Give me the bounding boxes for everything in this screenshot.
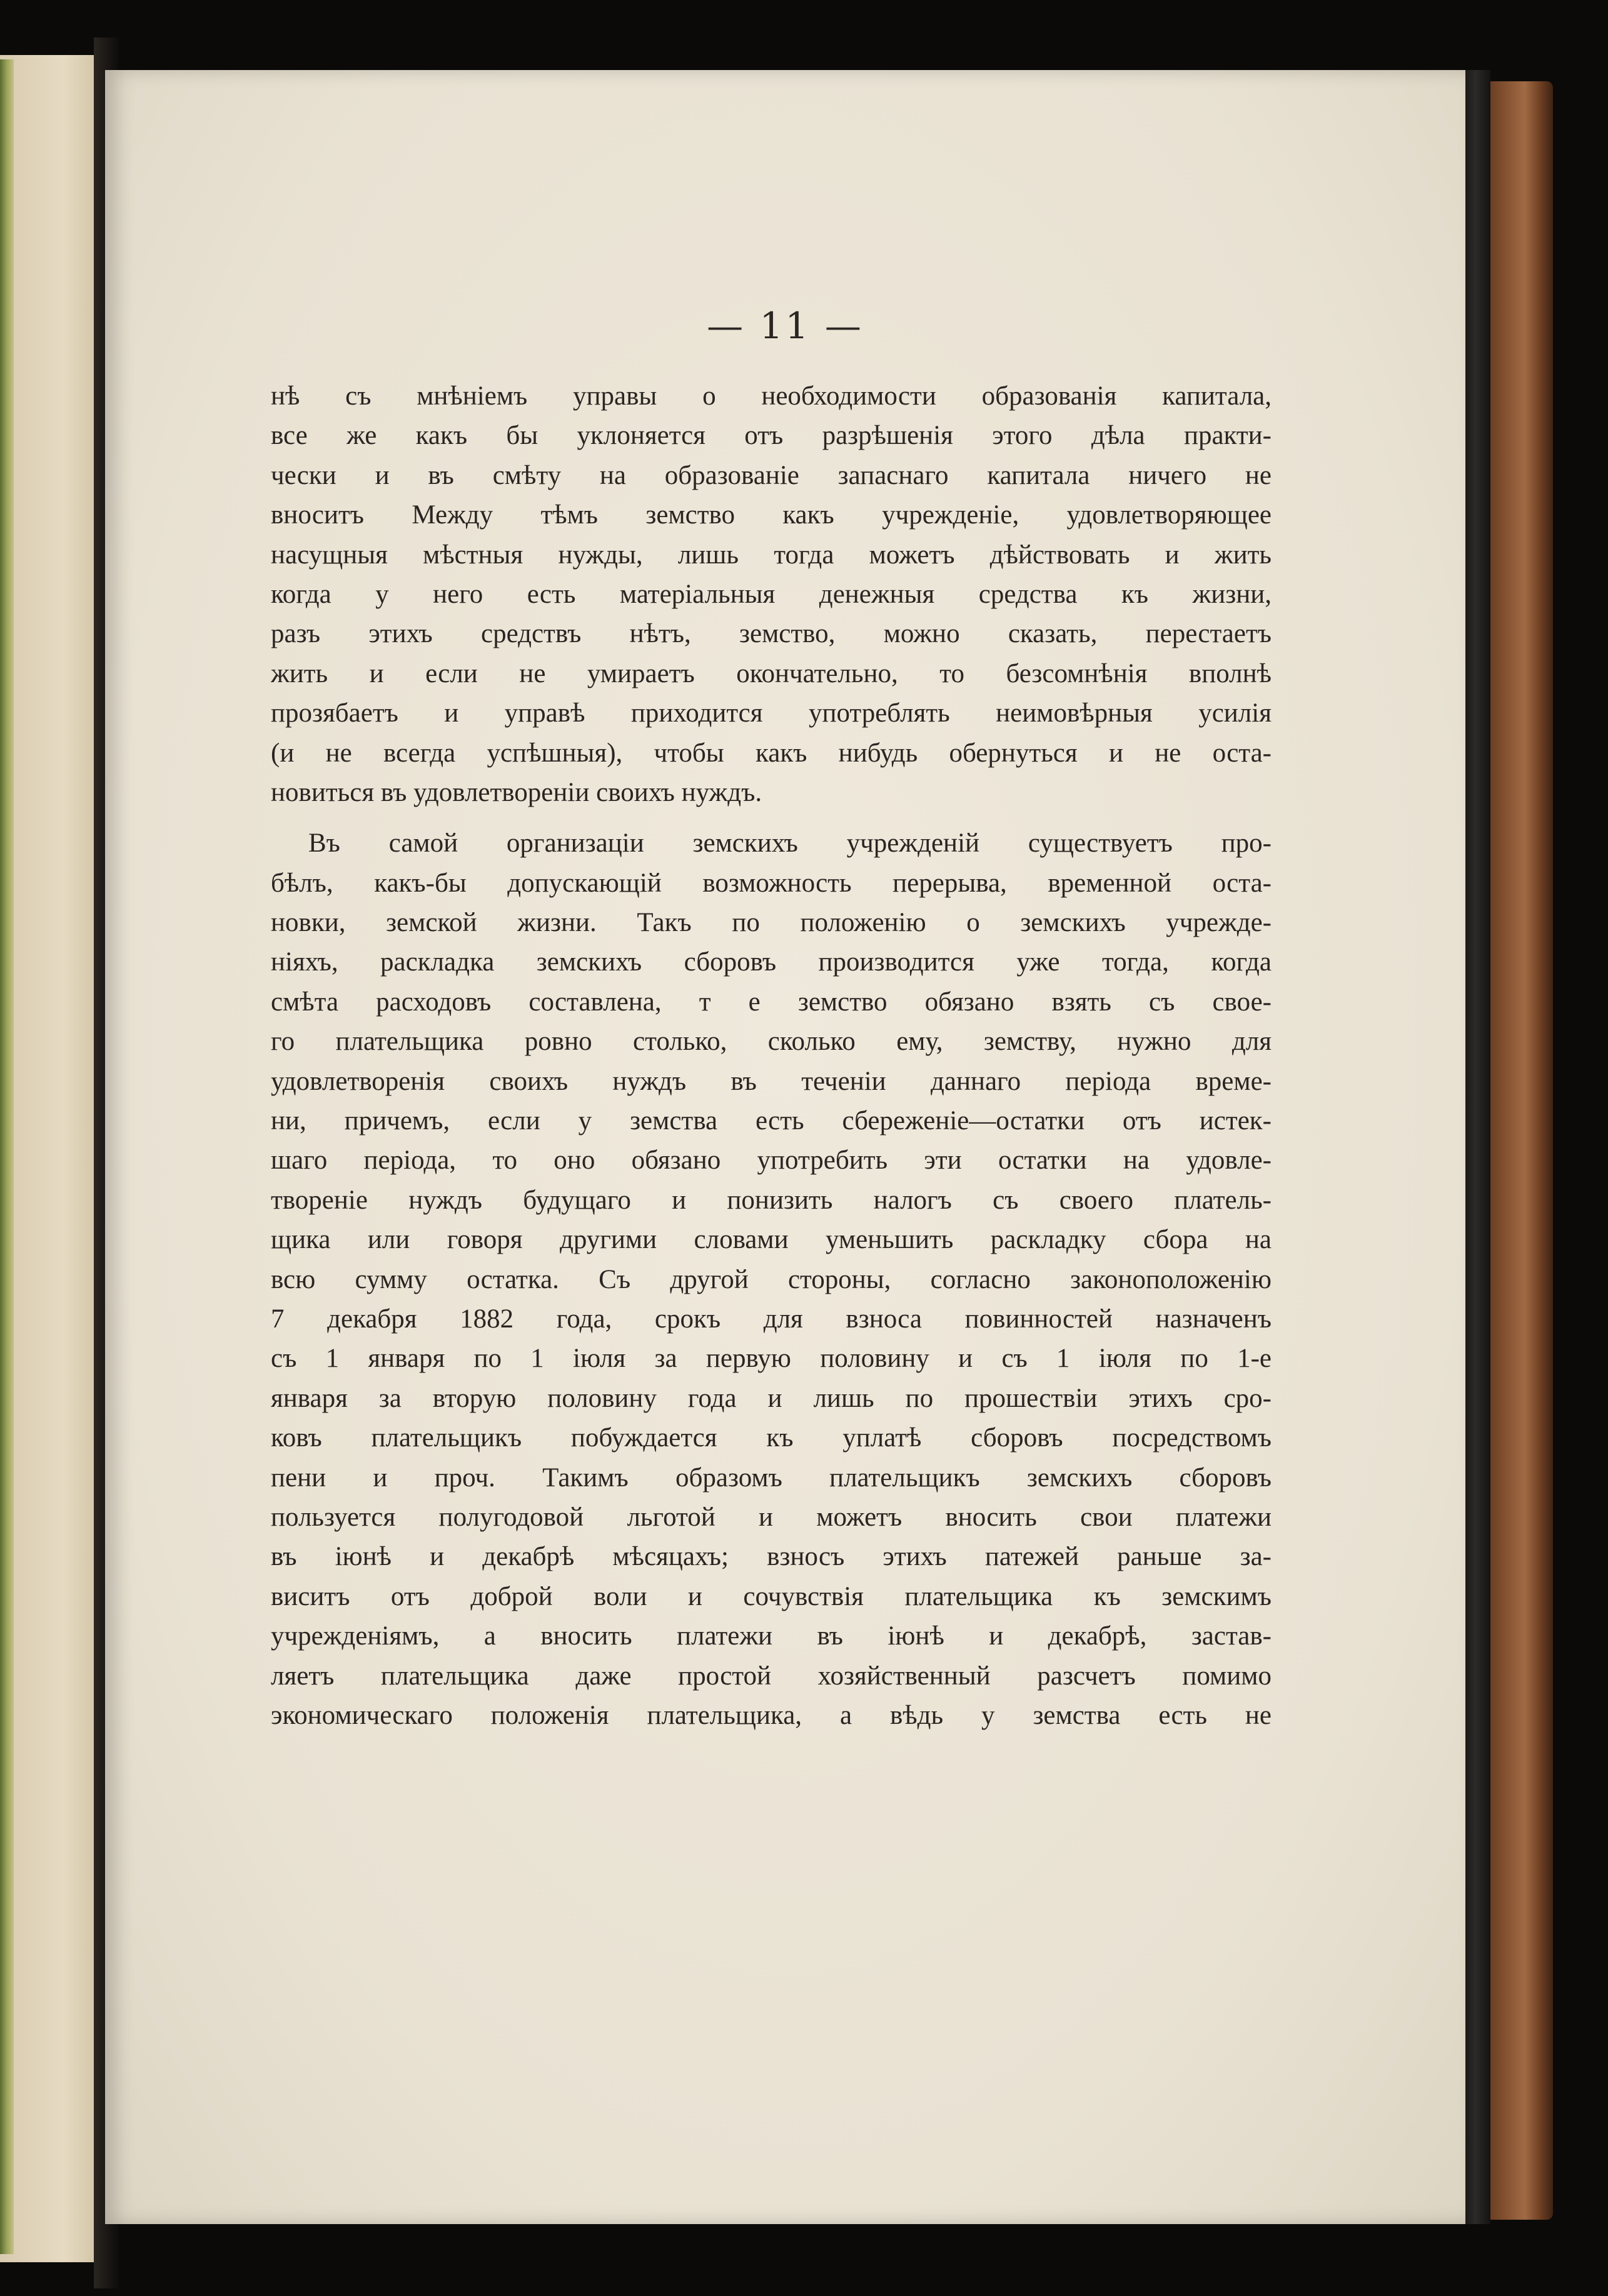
text-line: вноситъ Между тѣмъ земство какъ учрежденіе, удовлетворяющее — [271, 500, 1272, 530]
text-line: Въ самой организаціи земскихъ учрежденій существуетъ про- — [308, 828, 1272, 858]
text-line: когда у него есть матеріальныя денежныя средства къ жизни, — [271, 579, 1272, 609]
book-spine-edge — [0, 59, 14, 2254]
text-line: (и не всегда успѣшныя), чтобы какъ нибудь обернуться и не оста- — [271, 738, 1272, 768]
text-line: учрежденіямъ, а вносить платежи въ іюнѣ и декабрѣ, застав- — [271, 1621, 1272, 1651]
text-line: новки, земской жизни. Такъ по положенію о земскихъ учрежде- — [271, 908, 1272, 938]
text-line: разъ этихъ средствъ нѣтъ, земство, можно сказать, перестаетъ — [271, 619, 1272, 649]
text-line: въ іюнѣ и декабрѣ мѣсяцахъ; взносъ этихъ патежей раньше за- — [271, 1542, 1272, 1572]
text-line: все же какъ бы уклоняется отъ разрѣшенія этого дѣла практи- — [271, 421, 1272, 451]
text-line: съ 1 января по 1 іюля за первую половину и съ 1 іюля по 1-е — [271, 1344, 1272, 1374]
text-line: шаго періода, то оно обязано употребить эти остатки на удовле- — [271, 1145, 1272, 1176]
text-line: смѣта расходовъ составлена, т е земство обязано взять съ свое- — [271, 987, 1272, 1017]
text-line: го плательщика ровно столько, сколько ему, земству, нужно для — [271, 1027, 1272, 1057]
page-block-edge — [1465, 70, 1490, 2224]
paragraph-2 — [271, 823, 1272, 1735]
text-line: ніяхъ, раскладка земскихъ сборовъ производится уже тогда, когда — [271, 947, 1272, 977]
text-line: нѣ съ мнѣніемъ управы о необходимости образованія капитала, — [271, 381, 1272, 411]
text-line: ляетъ плательщика даже простой хозяйственный разсчетъ помимо — [271, 1661, 1272, 1691]
text-line: ковъ плательщикъ побуждается къ уплатѣ сборовъ посредствомъ — [271, 1423, 1272, 1453]
text-line: чески и въ смѣту на образованіе запаснаго капитала ничего не — [271, 460, 1272, 490]
text-line: насущныя мѣстныя нужды, лишь тогда можетъ дѣйствовать и жить — [271, 540, 1272, 570]
page-number: — 11 — — [707, 305, 864, 347]
text-line: новиться въ удовлетвореніи своихъ нуждъ. — [271, 777, 762, 807]
text-line: всю сумму остатка. Съ другой стороны, согласно законоположенію — [271, 1264, 1272, 1294]
text-line: виситъ отъ доброй воли и сочувствія плательщика къ земскимъ — [271, 1581, 1272, 1611]
text-line: ни, причемъ, если у земства есть сбереженіе—остатки отъ истек- — [271, 1106, 1272, 1136]
text-line: пользуется полугодовой льготой и можетъ вносить свои платежи — [271, 1502, 1272, 1532]
text-line: удовлетворенія своихъ нуждъ въ теченіи даннаго періода време- — [271, 1066, 1272, 1096]
text-line: твореніе нуждъ будущаго и понизить налогъ съ своего платель- — [271, 1185, 1272, 1215]
text-line: щика или говоря другими словами уменьшить раскладку сбора на — [271, 1225, 1272, 1255]
previous-page-edge — [0, 55, 106, 2262]
text-line: прозябаетъ и управѣ приходится употреблять неимовѣрныя усилія — [271, 698, 1272, 728]
text-line: января за вторую половину года и лишь по прошествіи этихъ сро- — [271, 1383, 1272, 1413]
paragraph-1 — [271, 376, 1272, 812]
text-line: пени и проч. Такимъ образомъ плательщикъ земскихъ сборовъ — [271, 1463, 1272, 1493]
text-line: бѣлъ, какъ-бы допускающій возможность перерыва, временной оста- — [271, 868, 1272, 898]
body-text — [271, 376, 1272, 1735]
book-page — [105, 70, 1465, 2224]
text-line: 7 декабря 1882 года, срокъ для взноса повинностей назначенъ — [271, 1304, 1272, 1334]
book-cover — [1490, 81, 1553, 2220]
text-line: жить и если не умираетъ окончательно, то безсомнѣнія вполнѣ — [271, 658, 1272, 688]
text-line: экономическаго положенія плательщика, а вѣдь у земства есть не — [271, 1700, 1272, 1730]
